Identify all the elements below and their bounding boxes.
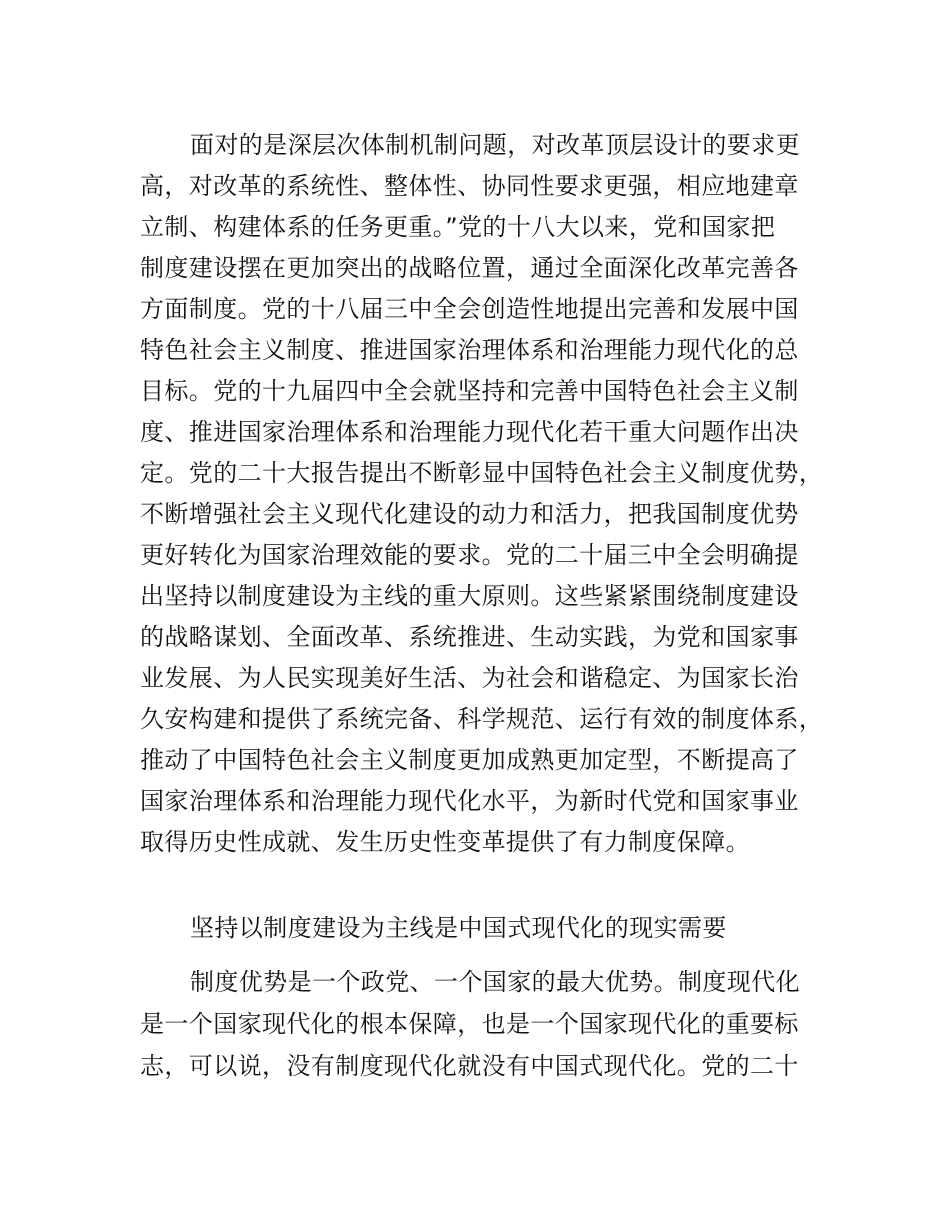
- text-line: 立制、构建体系的任务更重。”党的十八大以来，党和国家把: [140, 213, 776, 241]
- text-line: 推动了中国特色社会主义制度更加成熟更加定型，不断提高了: [140, 746, 799, 774]
- text-line: 是一个国家现代化的根本保障，也是一个国家现代化的重要标: [140, 1010, 799, 1038]
- text-line: 定。党的二十大报告提出不断彰显中国特色社会主义制度优势，: [140, 459, 824, 487]
- text-line: 制度建设摆在更加突出的战略位置，通过全面深化改革完善各: [140, 254, 799, 282]
- text-line: 国家治理体系和治理能力现代化水平，为新时代党和国家事业: [140, 787, 799, 815]
- text-line: 业发展、为人民实现美好生活、为社会和谐稳定、为国家长治: [140, 664, 799, 692]
- text-line: 的战略谋划、全面改革、系统推进、生动实践，为党和国家事: [140, 623, 799, 651]
- heading-line: 坚持以制度建设为主线是中国式现代化的现实需要: [190, 914, 727, 942]
- text-line: 不断增强社会主义现代化建设的动力和活力，把我国制度优势: [140, 500, 799, 528]
- text-line: 度、推进国家治理体系和治理能力现代化若干重大问题作出决: [140, 418, 799, 446]
- text-line: 更好转化为国家治理效能的要求。党的二十届三中全会明确提: [140, 541, 799, 569]
- text-line: 制度优势是一个政党、一个国家的最大优势。制度现代化: [190, 968, 800, 996]
- text-line: 久安构建和提供了系统完备、科学规范、运行有效的制度体系，: [140, 705, 824, 733]
- text-line: 面对的是深层次体制机制问题，对改革顶层设计的要求更: [190, 131, 800, 159]
- text-line: 高，对改革的系统性、整体性、协同性要求更强，相应地建章: [140, 172, 799, 200]
- text-line: 特色社会主义制度、推进国家治理体系和治理能力现代化的总: [140, 336, 799, 364]
- text-line: 取得历史性成就、发生历史性变革提供了有力制度保障。: [140, 828, 750, 856]
- text-line: 方面制度。党的十八届三中全会创造性地提出完善和发展中国: [140, 295, 799, 323]
- text-line: 志，可以说，没有制度现代化就没有中国式现代化。党的二十: [140, 1052, 799, 1080]
- text-line: 目标。党的十九届四中全会就坚持和完善中国特色社会主义制: [140, 377, 799, 405]
- text-line: 出坚持以制度建设为主线的重大原则。这些紧紧围绕制度建设: [140, 582, 799, 610]
